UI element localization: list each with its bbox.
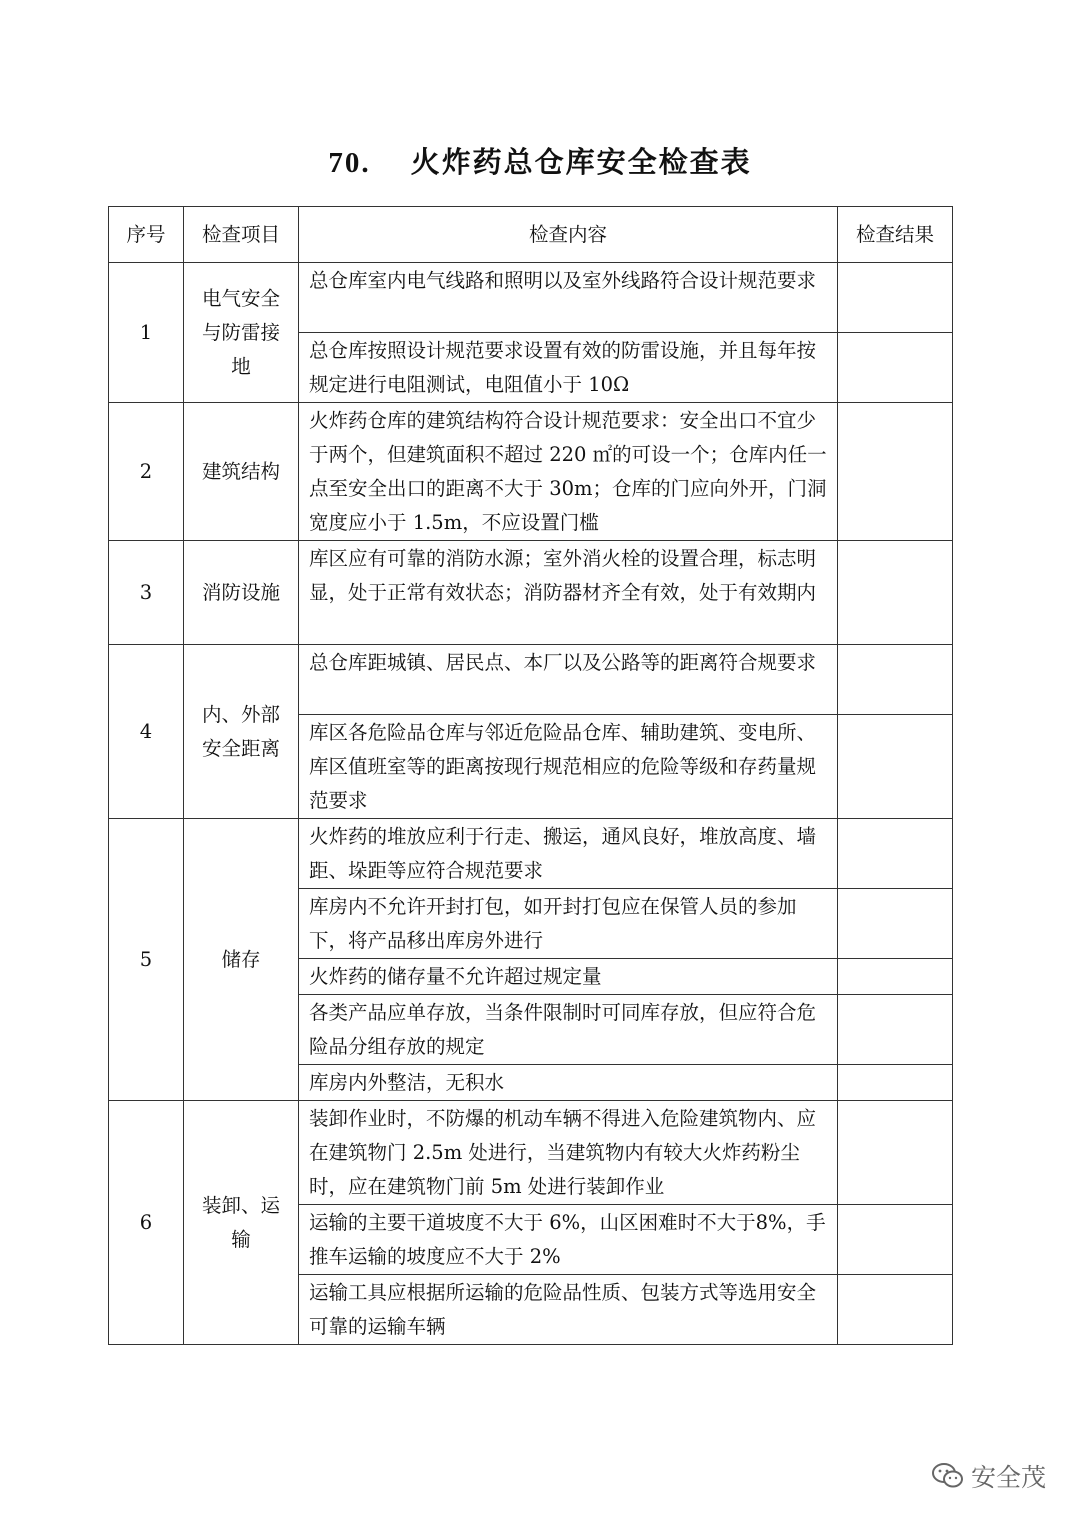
group-number: 6 — [109, 1101, 184, 1345]
table-row — [109, 403, 953, 541]
check-content: 运输工具应根据所运输的危险品性质、包装方式等选用安全可靠的运输车辆 — [299, 1275, 838, 1345]
title-text: 火炸药总仓库安全检查表 — [410, 145, 752, 179]
check-content: 总仓库距城镇、居民点、本厂以及公路等的距离符合规要求 — [299, 645, 838, 715]
check-content: 总仓库按照设计规范要求设置有效的防雷设施，并且每年按规定进行电阻测试，电阻值小于 10Ω — [299, 333, 838, 403]
title-number: 70. — [328, 147, 371, 179]
page-title — [0, 140, 1080, 181]
group-number: 3 — [109, 541, 184, 645]
check-content: 总仓库室内电气线路和照明以及室外线路符合设计规范要求 — [299, 263, 838, 333]
header-row — [109, 207, 953, 263]
check-content: 火炸药的储存量不允许超过规定量 — [299, 959, 838, 995]
group-number: 4 — [109, 645, 184, 819]
group-number: 1 — [109, 263, 184, 403]
watermark-text: 安全茂 — [970, 1463, 1046, 1492]
group-item: 电气安全与防雷接地 — [184, 263, 299, 403]
check-content: 库区应有可靠的消防水源；室外消火栓的设置合理，标志明显，处于正常有效状态；消防器材齐全有效，处于有效期内 — [299, 541, 838, 645]
check-content: 运输的主要干道坡度不大于 6%，山区困难时不大于8%，手推车运输的坡度应不大于 2% — [299, 1205, 838, 1275]
check-result — [838, 995, 953, 1065]
check-result — [838, 959, 953, 995]
group-item: 建筑结构 — [184, 403, 299, 541]
check-content: 各类产品应单存放，当条件限制时可同库存放，但应符合危险品分组存放的规定 — [299, 995, 838, 1065]
table-row — [109, 263, 953, 333]
group-item: 消防设施 — [184, 541, 299, 645]
group-item: 装卸、运输 — [184, 1101, 299, 1345]
check-content: 火炸药仓库的建筑结构符合设计规范要求：安全出口不宜少于两个，但建筑面积不超过 220 ㎡的可设一个；仓库内任一点至安全出口的距离不大于 30m；仓库的门应向外开，门洞宽度应小于 1.5m，不应设置门槛 — [299, 403, 838, 541]
check-result — [838, 333, 953, 403]
wechat-icon — [931, 1462, 965, 1490]
table-row — [109, 645, 953, 715]
header-content: 检查内容 — [299, 207, 838, 263]
check-content: 库区各危险品仓库与邻近危险品仓库、辅助建筑、变电所、库区值班室等的距离按现行规范相应的危险等级和存药量规范要求 — [299, 715, 838, 819]
check-result — [838, 715, 953, 819]
group-item: 内、外部安全距离 — [184, 645, 299, 819]
header-result: 检查结果 — [838, 207, 953, 263]
check-result — [838, 889, 953, 959]
table-row — [109, 541, 953, 645]
watermark — [931, 1458, 1046, 1494]
group-item: 储存 — [184, 819, 299, 1101]
check-result — [838, 541, 953, 645]
check-result — [838, 263, 953, 333]
check-content: 装卸作业时，不防爆的机动车辆不得进入危险建筑物内、应在建筑物门 2.5m 处进行，当建筑物内有较大火炸药粉尘时，应在建筑物门前 5m 处进行装卸作业 — [299, 1101, 838, 1205]
table-row — [109, 1101, 953, 1205]
group-number: 2 — [109, 403, 184, 541]
check-result — [838, 403, 953, 541]
check-result — [838, 819, 953, 889]
check-content: 库房内不允许开封打包，如开封打包应在保管人员的参加下，将产品移出库房外进行 — [299, 889, 838, 959]
header-no: 序号 — [109, 207, 184, 263]
check-result — [838, 1275, 953, 1345]
check-content: 库房内外整洁，无积水 — [299, 1065, 838, 1101]
inspection-table — [108, 206, 953, 1345]
check-content: 火炸药的堆放应利于行走、搬运，通风良好，堆放高度、墙距、垛距等应符合规范要求 — [299, 819, 838, 889]
check-result — [838, 1101, 953, 1205]
table-body — [109, 263, 953, 1345]
check-result — [838, 645, 953, 715]
check-result — [838, 1205, 953, 1275]
table-row — [109, 819, 953, 889]
header-item: 检查项目 — [184, 207, 299, 263]
check-result — [838, 1065, 953, 1101]
group-number: 5 — [109, 819, 184, 1101]
